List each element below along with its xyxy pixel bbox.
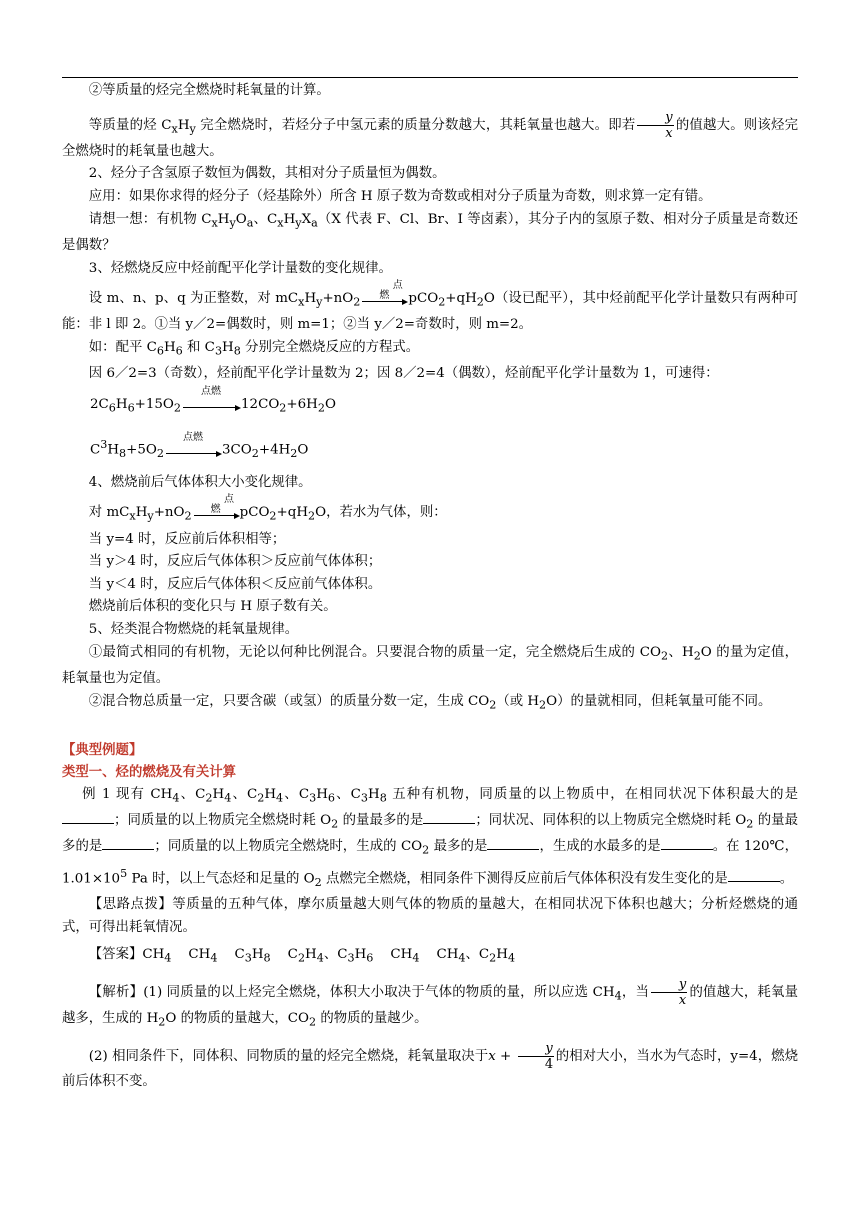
- reaction-arrow: 点燃: [194, 506, 238, 516]
- paragraph: 因 6／2=3（奇数），烃前配平化学计量数为 2；因 8／2=4（偶数），烃前配平化学计量数为 1，可速得：: [88, 366, 719, 382]
- paragraph: 5、烃类混合物燃烧的耗氧量规律。: [88, 622, 299, 638]
- paragraph: ②等质量的烃完全燃烧时耗氧量的计算。: [88, 83, 330, 98]
- answer-blank[interactable]: [661, 837, 713, 850]
- paragraph: ①最简式相同的有机物，无论以何种比例混合。只要混合物的质量一定，完全燃烧后生成的 $CO_2$、$H_2O$ 的量为定值，耗氧量也为定值。: [62, 644, 798, 686]
- hint-paragraph: 【思路点拨】等质量的五种气体，摩尔质量越大则气体的物质的量越大，在相同状况下体积也越大；分析烃燃烧的通式，可得出耗氧情况。: [62, 897, 798, 936]
- fraction-y-over-4: $\frac{y}{4}$: [518, 1042, 554, 1071]
- subsection-heading: 类型一、烃的燃烧及有关计算: [62, 764, 237, 781]
- paragraph: 当 y＞4 时，反应后气体体积＞反应前气体体积；: [88, 554, 382, 570]
- equation-c6h6: $2C_6H_6+15O_2$ 点燃 $12CO_2+6H_2O$: [90, 385, 336, 415]
- paragraph: 2、烃分子含氢原子数恒为偶数，其相对分子质量恒为偶数。: [88, 166, 446, 182]
- paragraph: 如：配平 $C_6H_6$ 和 $C_3H_8$ 分别完全燃烧反应的方程式。: [88, 339, 420, 358]
- paragraph: 4、燃烧前后气体体积大小变化规律。: [88, 474, 312, 490]
- header-rule: [62, 77, 798, 78]
- reaction-arrow: 点燃: [183, 398, 239, 408]
- paragraph: 请想一想：有机物 $C_xH_yO_a$、$C_xH_yX_a(X$ 代表 F、Cl、Br、I 等卤素），其分子内的氢原子数、相对分子质量是奇数还是偶数？: [62, 211, 799, 253]
- paragraph: 应用：如果你求得的烃分子（烃基除外）所含 H 原子数为奇数或相对分子质量为奇数，则求算一定有错。: [88, 189, 712, 205]
- paragraph: 当 y=4 时，反应前后体积相等；: [88, 531, 286, 547]
- paragraph: 燃烧前后体积的变化只与 H 原子数有关。: [88, 599, 337, 615]
- paragraph: 对 $mC_xH_y+nO_2$ 点燃 $pCO_2+qH_2O$，若水为气体，则：: [88, 494, 447, 524]
- answer-blank[interactable]: [62, 811, 114, 824]
- paragraph: ②混合物总质量一定，只要含碳（或氢）的质量分数一定，生成 $CO_2$（或 $H_2O$）的量就相同，但耗氧量可能不同。: [88, 693, 772, 712]
- section-heading: 【典型例题】: [62, 741, 143, 758]
- document-page: [62, 80, 798, 1094]
- reaction-arrow: 点燃: [362, 292, 406, 302]
- analysis-paragraph-1: 【解析】(1) 同质量的以上烃完全燃烧，体积大小取决于气体的物质的量，所以应选 $CH_4$，当 $\frac{y}{x}$ 的值越大，耗氧量越多，生成的 $H_2O$ 的物质的量越大，$CO_2$ 的物质的量越少。: [62, 976, 799, 1029]
- answer-blank[interactable]: [102, 837, 154, 850]
- paragraph: 设 m、n、p、q 为正整数，对 $mC_xH_y+nO_2$ 点燃 $pCO_2+qH_2O$（设已配平），其中烃前配平化学计量数只有两种可能：非 l 即 2。①当 y／2=偶数时，则 m=1；②当 y／2=奇数时，则 m=2。: [62, 280, 798, 333]
- example-1: 例 1 现有 $CH_4$、$C_2H_4$、$C_2H_4$、$C_3H_6$、$C_3H_8$ 五种有机物，同质量的以上物质中，在相同状况下体积最大的是；同质量的以上物质完全燃烧时耗 $O_2$ 的量最多的是 ；同状况、同体积的以上物质完全燃烧时耗 $O_2$ 的量最多的是 ；同质量的以上物质完全燃烧时，生成的 $CO_2$ 最多的是 ，生成的水最多的是 。在 120℃，$1.01\times 10^5$ Pa 时，以上气态烃和足量的 $O_2$ 点燃完全燃烧，相同条件下测得反应前后气体体积没有发生变化的是 。: [62, 786, 799, 889]
- paragraph: 等质量的烃 $C_xH_y$ 完全燃烧时，若烃分子中氢元素的质量分数越大，其耗氧量也越大。即若 $\frac{y}{x}$ 的值越大。则该烃完全燃烧时的耗氧量也越大。: [62, 109, 798, 159]
- answer-paragraph: 【答案】$CH_4$ $CH_4$ $C_3H_8$ $C_2H_4$、$C_3H_6$ $CH_4$ $CH_4$、$C_2H_4$: [88, 946, 516, 965]
- equation-c3h8: $C^3H_8+5O_2$ 点燃 $3CO_2+4H_2O$: [90, 431, 309, 461]
- paragraph: 当 y＜4 时，反应后气体体积＜反应前气体体积。: [88, 576, 382, 592]
- fraction-y-over-x: $\frac{y}{x}$: [637, 111, 673, 140]
- analysis-paragraph-2: (2) 相同条件下，同体积、同物质的量的烃完全燃烧，耗氧量取决于x + $\frac{y}{4}$ 的相对大小，当水为气态时，y=4，燃烧前后体积不变。: [62, 1041, 798, 1090]
- answer-blank[interactable]: [423, 811, 475, 824]
- paragraph: 3、烃燃烧反应中烃前配平化学计量数的变化规律。: [88, 260, 392, 276]
- answer-blank[interactable]: [487, 837, 539, 850]
- reaction-arrow: 点燃: [166, 444, 220, 454]
- answer-blank[interactable]: [728, 869, 780, 882]
- fraction-y-over-x: $\frac{y}{x}$: [651, 978, 687, 1007]
